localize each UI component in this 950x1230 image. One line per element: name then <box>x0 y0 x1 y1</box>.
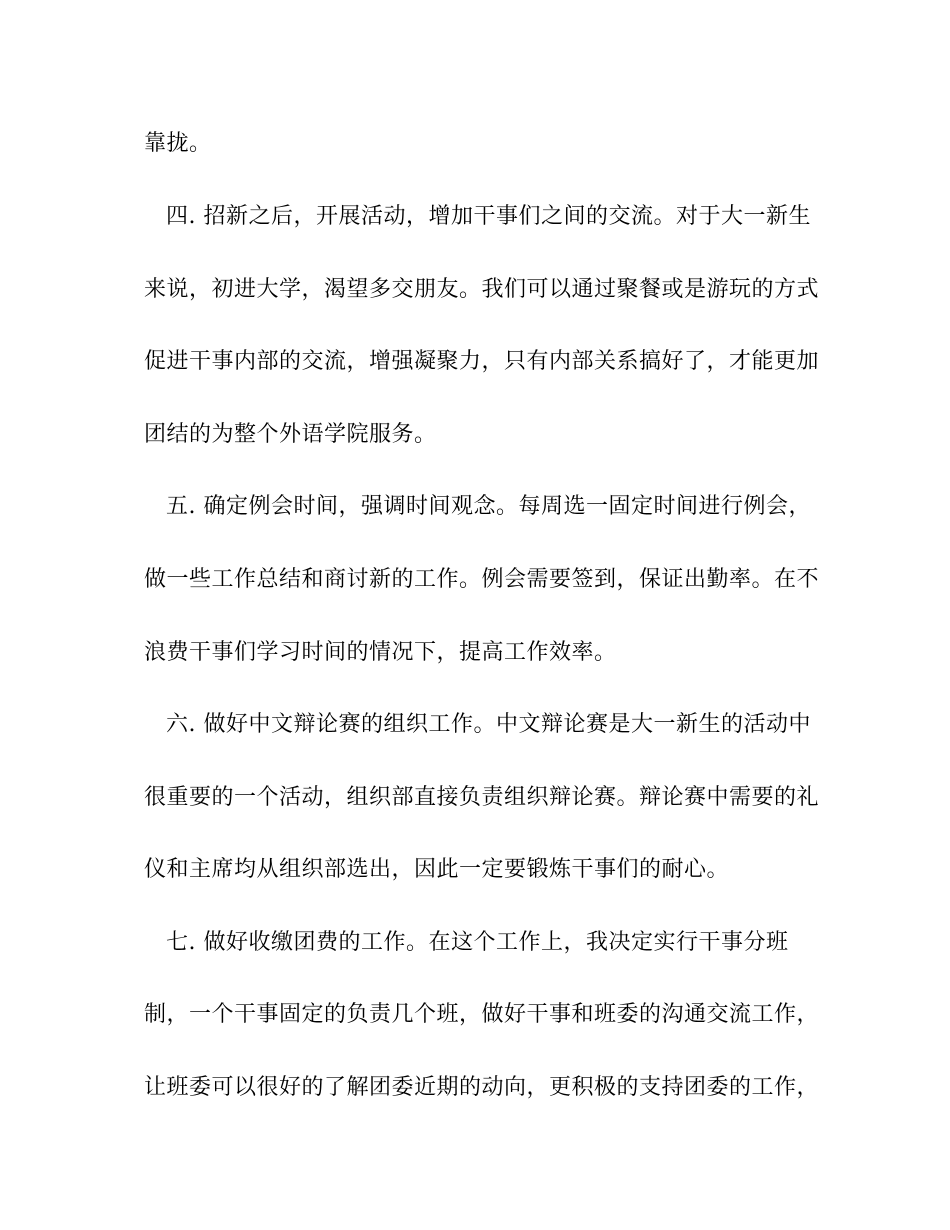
paragraph-5-line-2: 做一些工作总结和商讨新的工作。例会需要签到，保证出勤率。在不 <box>144 567 820 592</box>
paragraph-7-line-2: 制，一个干事固定的负责几个班，做好干事和班委的沟通交流工作， <box>144 1002 820 1027</box>
paragraph-4-line-1: 四. 招新之后，开展活动，增加干事们之间的交流。对于大一新生 <box>166 204 811 229</box>
paragraph-4-line-2: 来说，初进大学，渴望多交朋友。我们可以通过聚餐或是游玩的方式 <box>144 277 820 302</box>
paragraph-4-line-4: 团结的为整个外语学院服务。 <box>144 422 437 447</box>
paragraph-6-line-3: 仪和主席均从组织部选出，因此一定要锻炼干事们的耐心。 <box>144 857 730 882</box>
paragraph-7-line-1: 七. 做好收缴团费的工作。在这个工作上，我决定实行干事分班 <box>166 930 789 955</box>
paragraph-5-line-1: 五. 确定例会时间，强调时间观念。每周选一固定时间进行例会， <box>166 494 811 519</box>
paragraph-4-line-3: 促进干事内部的交流，增强凝聚力，只有内部关系搞好了，才能更加 <box>144 349 820 374</box>
paragraph-7-line-3: 让班委可以很好的了解团委近期的动向，更积极的支持团委的工作， <box>144 1075 820 1100</box>
paragraph-5-line-3: 浪费干事们学习时间的情况下，提高工作效率。 <box>144 640 617 665</box>
paragraph-6-line-2: 很重要的一个活动，组织部直接负责组织辩论赛。辩论赛中需要的礼 <box>144 785 820 810</box>
text-line-1: 靠拢。 <box>144 131 212 156</box>
paragraph-6-line-1: 六. 做好中文辩论赛的组织工作。中文辩论赛是大一新生的活动中 <box>166 712 811 737</box>
